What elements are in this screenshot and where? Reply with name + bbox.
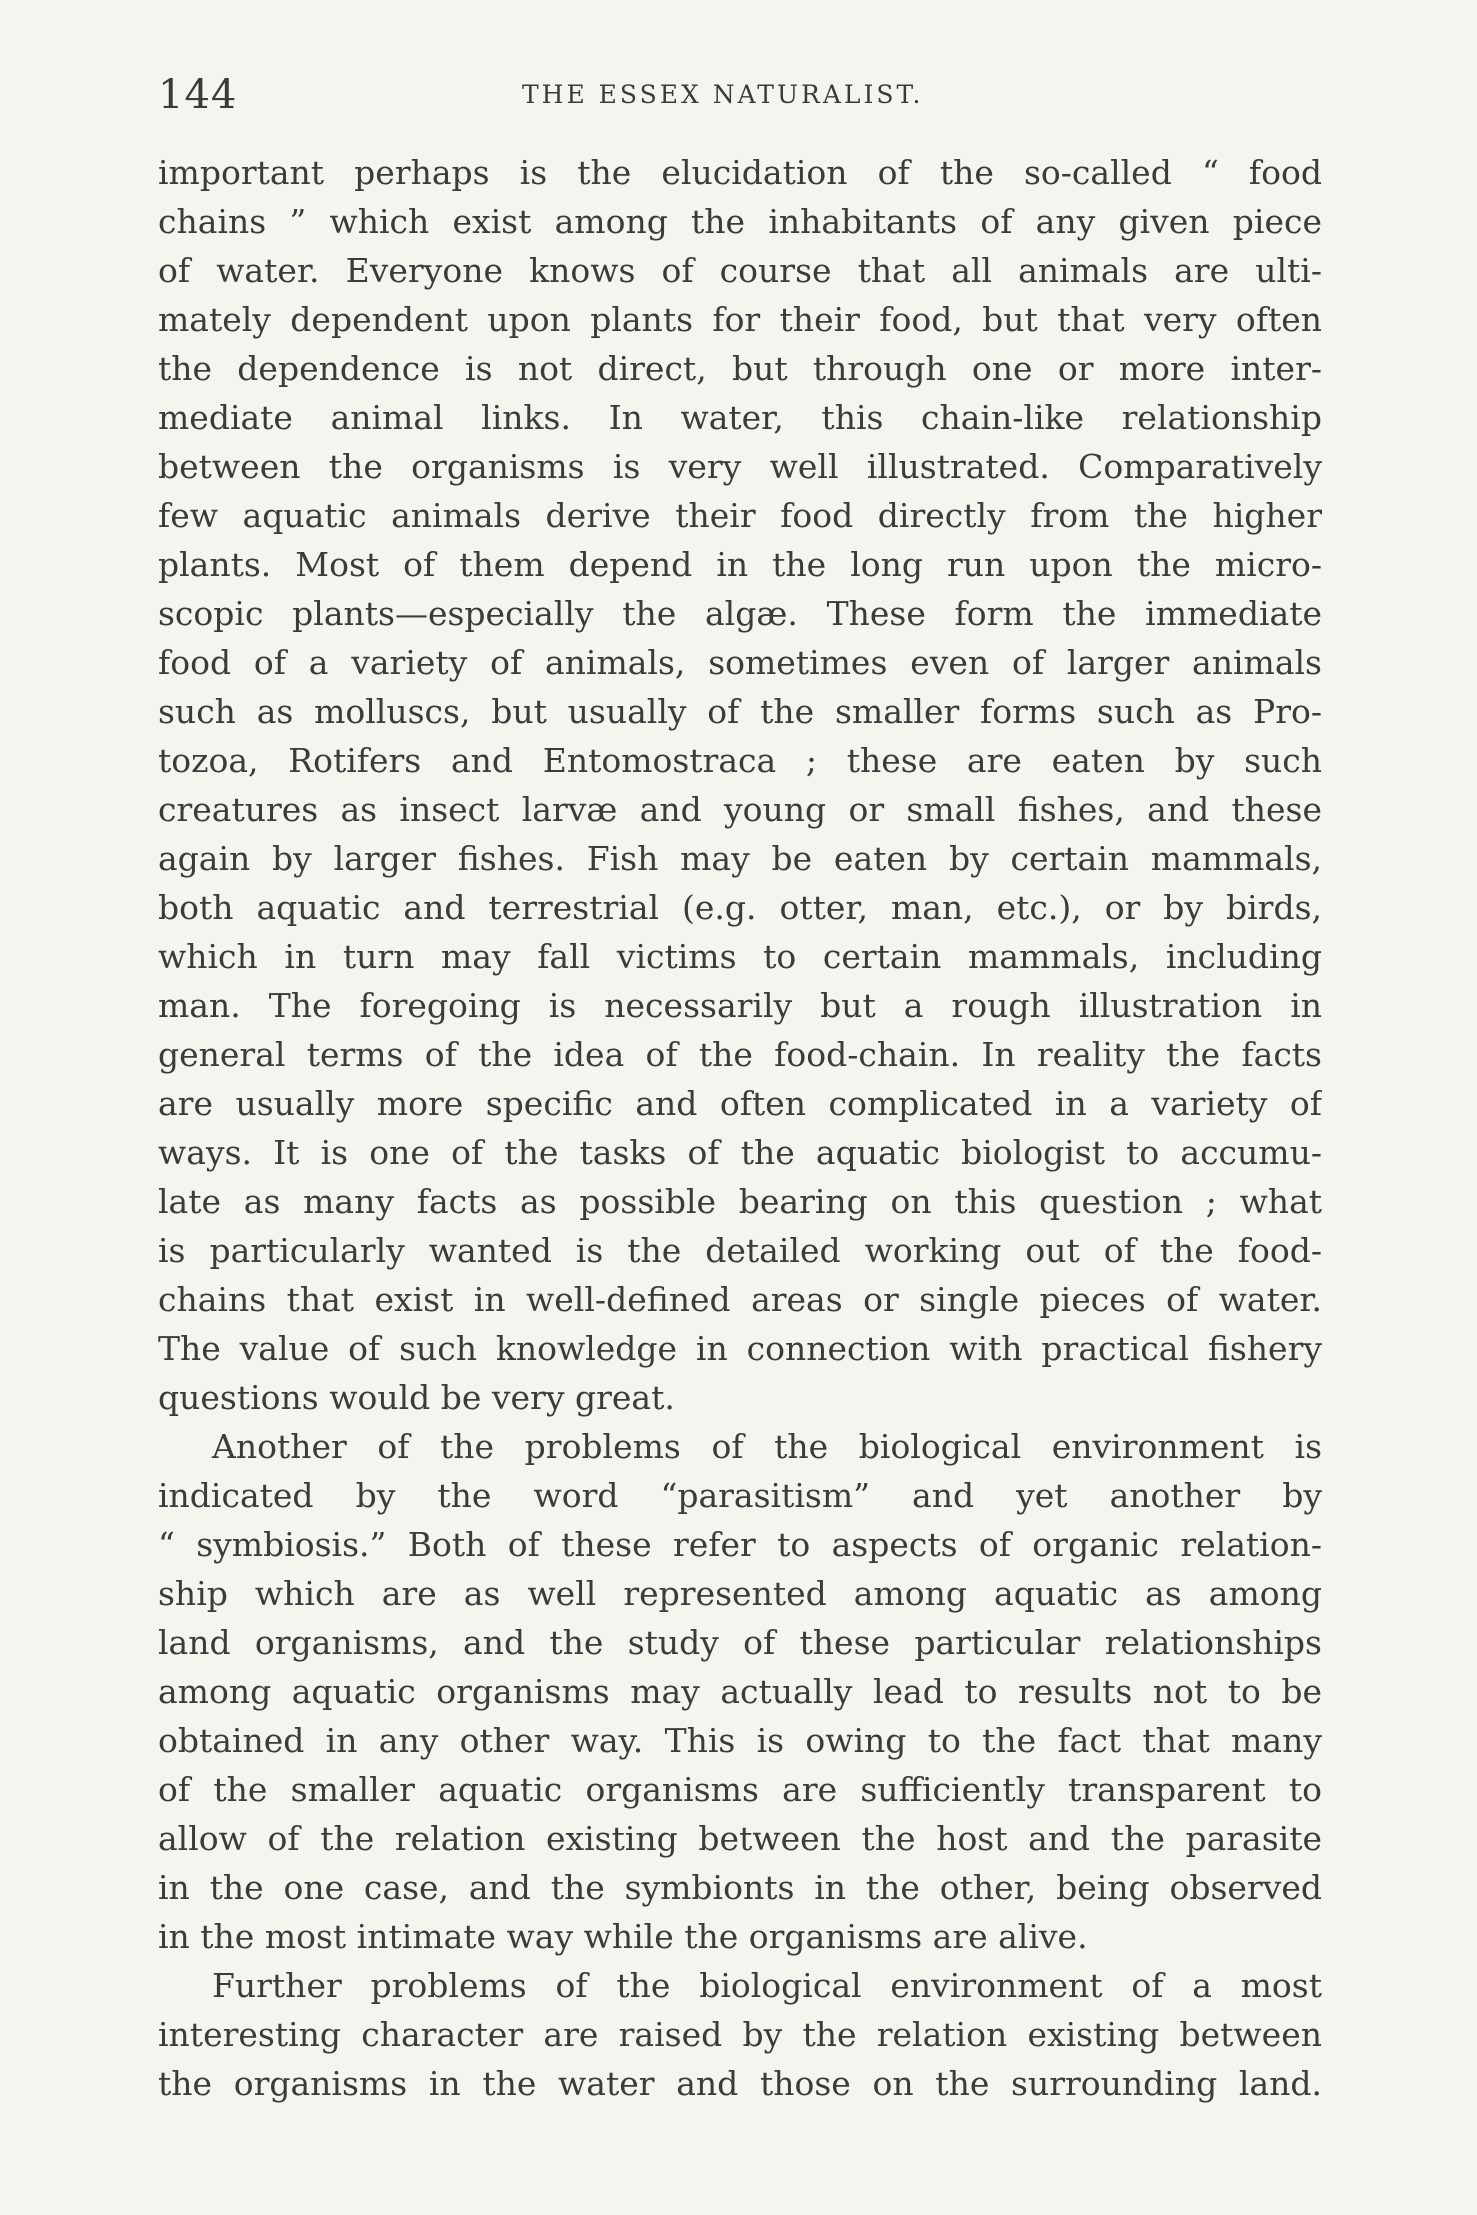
text-line: allow of the relation existing between the host and the parasite [158, 1819, 1322, 1858]
text-line: tozoa, Rotifers and Entomostraca ; these are eaten by such [158, 741, 1322, 780]
text-line: man. The foregoing is necessarily but a rough illustration in [158, 986, 1322, 1025]
text-line: plants. Most of them depend in the long run upon the micro- [158, 545, 1322, 584]
text-line: general terms of the idea of the food-chain. In reality the facts [158, 1035, 1322, 1074]
text-line: are usually more specific and often complicated in a variety of [158, 1084, 1322, 1123]
text-line: ways. It is one of the tasks of the aquatic biologist to accumu- [158, 1133, 1322, 1172]
text-line: in the most intimate way while the organisms are alive. [158, 1917, 1088, 1956]
text-line: few aquatic animals derive their food directly from the higher [158, 496, 1322, 535]
text-line: mately dependent upon plants for their food, but that very often [158, 300, 1322, 339]
text-line: which in turn may fall victims to certain mammals, including [158, 937, 1322, 976]
text-line: of the smaller aquatic organisms are sufficiently transparent to [158, 1770, 1322, 1809]
text-line: between the organisms is very well illustrated. Comparatively [158, 447, 1322, 486]
text-line: interesting character are raised by the relation existing between [158, 2015, 1322, 2054]
text-line: again by larger fishes. Fish may be eaten by certain mammals, [158, 839, 1322, 878]
text-line: the organisms in the water and those on the surrounding land. [158, 2064, 1322, 2103]
text-line: mediate animal links. In water, this chain-like relationship [158, 398, 1322, 437]
text-line: chains that exist in well-defined areas or single pieces of water. [158, 1280, 1322, 1319]
text-line: The value of such knowledge in connection with practical fishery [158, 1329, 1322, 1368]
text-line: among aquatic organisms may actually lead to results not to be [158, 1672, 1322, 1711]
text-line: creatures as insect larvæ and young or small fishes, and these [158, 790, 1322, 829]
text-line: food of a variety of animals, sometimes even of larger animals [158, 643, 1322, 682]
text-line: scopic plants—especially the algæ. These form the immediate [158, 594, 1322, 633]
text-line: late as many facts as possible bearing on this question ; what [158, 1182, 1322, 1221]
journal-title: THE ESSEX NATURALIST. [522, 80, 924, 109]
text-line: Another of the problems of the biological environment is [212, 1427, 1322, 1466]
text-line: land organisms, and the study of these particular relationships [158, 1623, 1322, 1662]
text-line: questions would be very great. [158, 1378, 675, 1417]
text-line: such as molluscs, but usually of the smaller forms such as Pro- [158, 692, 1322, 731]
text-line: the dependence is not direct, but through one or more inter- [158, 349, 1322, 388]
body-text [158, 148, 1322, 2108]
text-line: of water. Everyone knows of course that all animals are ulti- [158, 251, 1322, 290]
text-line: is particularly wanted is the detailed working out of the food- [158, 1231, 1322, 1270]
text-line: important perhaps is the elucidation of the so-called “ food [158, 153, 1322, 192]
text-line: chains ” which exist among the inhabitants of any given piece [158, 202, 1322, 241]
text-line: “ symbiosis.” Both of these refer to aspects of organic relation- [158, 1525, 1322, 1564]
text-line: indicated by the word “parasitism” and yet another by [158, 1476, 1322, 1515]
text-line: ship which are as well represented among aquatic as among [158, 1574, 1322, 1613]
text-line: both aquatic and terrestrial (e.g. otter, man, etc.), or by birds, [158, 888, 1322, 927]
text-line: Further problems of the biological environment of a most [212, 1966, 1322, 2005]
page-number: 144 [158, 72, 238, 118]
running-head [158, 62, 1322, 118]
text-line: obtained in any other way. This is owing to the fact that many [158, 1721, 1322, 1760]
text-line: in the one case, and the symbionts in the other, being observed [158, 1868, 1322, 1907]
